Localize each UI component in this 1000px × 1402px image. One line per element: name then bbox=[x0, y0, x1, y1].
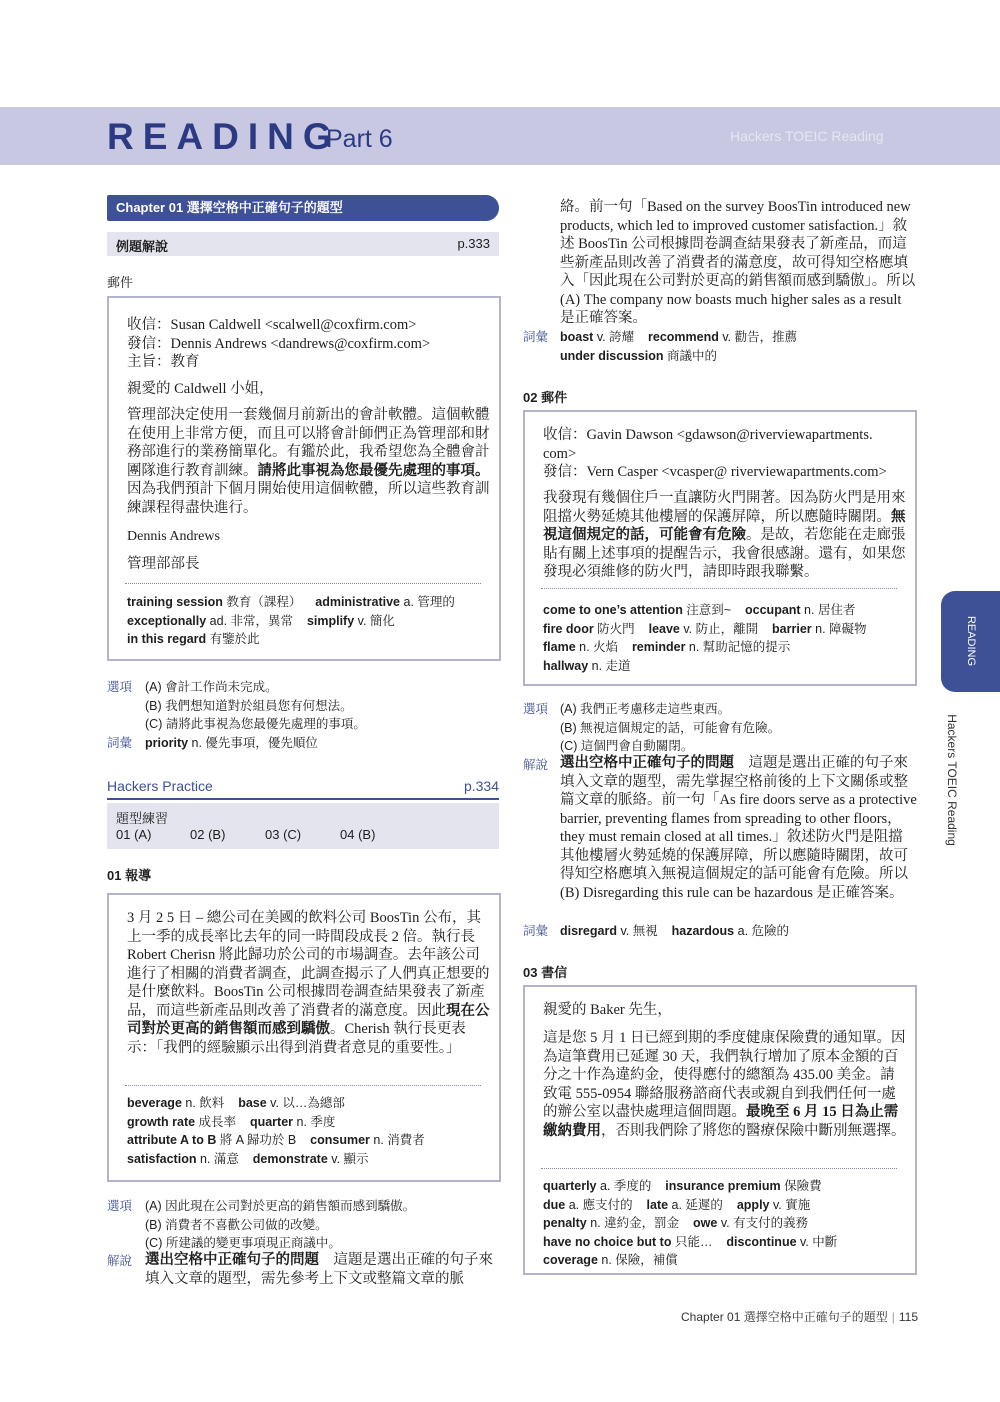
brand-watermark: Hackers TOEIC Reading bbox=[730, 128, 884, 144]
divider bbox=[541, 588, 897, 589]
option-c: (C) 所建議的變更事項現正商議中。 bbox=[145, 1236, 341, 1250]
q02-to-line-2: com> bbox=[543, 445, 577, 462]
side-vertical-brand: Hackers TOEIC Reading bbox=[945, 714, 959, 846]
footer-separator: | bbox=[891, 1310, 895, 1324]
q02-explanation: 選出空格中正確句子的問題 這題是選出正確的句子來填入文章的題型，需先掌握空格前後的上下文關係或整篇文章的脈絡。前一句「As fire doors serve as a protective barrier, preventing flames from spreading to other floors，they must remain closed at all times.」敘述防火門是阻擋其他樓層火勢延燒的保護屏障，所以應隨時關閉，故可得知空格應填入無視這個規定的話可能會有危險。所以 (B) Disregarding this rule can be hazardous 是正確答案。 bbox=[560, 755, 917, 901]
example-label: 例題解說 bbox=[116, 239, 169, 254]
q02-headers bbox=[543, 426, 909, 482]
practice-title: Hackers Practice bbox=[107, 778, 213, 794]
q01-options bbox=[145, 1197, 415, 1253]
q01-heading: 01 報導 bbox=[107, 868, 152, 883]
q01-vocab2-label: 詞彙 bbox=[523, 330, 549, 344]
vocab-row: flame n. 火焰 reminder n. 幫助記憶的提示 bbox=[543, 640, 791, 654]
q02-from: 發信：Vern Casper <vcasper@ riverviewapartments.com> bbox=[543, 464, 887, 480]
q01-expl-label: 解說 bbox=[107, 1254, 133, 1268]
example-page: p.333 bbox=[457, 236, 490, 251]
answer-04: 04 (B) bbox=[340, 827, 376, 842]
option-a: (A) 因此現在公司對於更高的銷售額而感到驕傲。 bbox=[145, 1199, 416, 1213]
page-footer bbox=[681, 1308, 918, 1325]
email-1-greeting: 親愛的 Caldwell 小姐， bbox=[127, 381, 274, 397]
vocab-row: penalty n. 違約金，罰金 owe v. 有支付的義務 bbox=[543, 1216, 809, 1230]
option-b: (B) 我們想知道對於組員您有何想法。 bbox=[145, 698, 353, 713]
q01-explanation-part1: 選出空格中正確句子的問題 這題是選出正確的句子來填入文章的題型，需先參考上下文或整篇文章的脈 bbox=[145, 1252, 493, 1287]
answer-01: 01 (A) bbox=[116, 827, 152, 842]
q01-options-label: 選項 bbox=[107, 1199, 133, 1213]
answer-02: 02 (B) bbox=[190, 827, 226, 842]
vocab-1-label: 詞彙 bbox=[107, 736, 133, 750]
vocab-row: boast v. 誇耀 recommend v. 勸告，推薦 bbox=[560, 330, 798, 344]
vocab-row: disregard v. 無視 hazardous a. 危險的 bbox=[560, 924, 790, 938]
q03-bold: 最晚至 6 月 15 日為止需繳納費用 bbox=[543, 1104, 899, 1139]
vocab-row: training session 教育（課程） administrative a. 管理的 bbox=[127, 595, 455, 609]
email-1-body-bold: 請將此事視為您最優先處理的事項。 bbox=[257, 462, 490, 479]
practice-header bbox=[107, 778, 499, 800]
chapter-pill: Chapter 01 選擇空格中正確句子的題型 bbox=[107, 195, 499, 221]
email-1-from: 發信：Dennis Andrews <dandrews@coxfirm.com> bbox=[127, 335, 431, 352]
option-a: (A) 我們正考慮移走這些東西。 bbox=[560, 702, 731, 716]
q02-email-box bbox=[523, 410, 917, 686]
email-1-sign-title: 管理部部長 bbox=[127, 556, 200, 572]
vocab-row: exceptionally ad. 非常，異常 simplify v. 簡化 bbox=[127, 613, 395, 628]
email-1-to: 收信：Susan Caldwell <scalwell@coxfirm.com> bbox=[127, 317, 417, 333]
email-1-vocab bbox=[127, 593, 493, 649]
option-c: (C) 請將此事視為您最優先處理的事項。 bbox=[145, 717, 366, 731]
option-b: (B) 消費者不喜歡公司做的改變。 bbox=[145, 1217, 328, 1232]
q02-options-label: 選項 bbox=[523, 702, 549, 716]
q02-vocab2 bbox=[560, 922, 789, 941]
side-tab-label: READING bbox=[965, 615, 977, 667]
email-1-subject: 主旨：教育 bbox=[127, 354, 200, 370]
vocab-row: satisfaction n. 滿意 demonstrate v. 顯示 bbox=[127, 1151, 369, 1166]
vocab-row: growth rate 成長率 quarter n. 季度 bbox=[127, 1114, 336, 1129]
vocab-row: under discussion 商議中的 bbox=[560, 348, 717, 363]
q02-to-line-1: 收信：Gavin Dawson <gdawson@riverviewapartments. bbox=[543, 427, 873, 443]
q01-article-box bbox=[107, 893, 501, 1182]
email-1-sign-name: Dennis Andrews bbox=[127, 529, 220, 544]
side-tab-reading bbox=[941, 591, 1000, 692]
vocab-row: come to one’s attention 注意到~ occupant n. 居住者 bbox=[543, 603, 856, 617]
q01-explanation-part2: 絡。前一句「Based on the survey BoosTin introduced new products, which led to improved customer satisfaction.」敘述 BoosTin 公司根據問卷調查結果發表了新產品，而這些新產品則改善了消費者的滿意度，故可得知空格應填入「因此現在公司對於更高的銷售額而感到驕傲」。所以 (A) The company now boasts much higher sales as a result 是正確答案。 bbox=[560, 199, 916, 326]
q01-bold: 現在公司對於更高的銷售額而感到驕傲 bbox=[127, 1002, 490, 1037]
q02-options bbox=[560, 700, 780, 756]
vocab-row: hallway n. 走道 bbox=[543, 658, 631, 673]
q03-body: 這是您 5 月 1 日已經到期的季度健康保險費的通知單。因為這筆費用已延遲 30 天，我們執行增加了原本金額的百分之十作為違約金，使得應付的總額為 435.00 美金。請致電 555-0954 聯絡服務諮商代表或親自到我們任何一處的辦公室以盡快處理這個問題。最晚至 6 月 15 日為止需繳納費用，否則我們除了將您的醫療保險中斷別無選擇。 bbox=[543, 1030, 906, 1139]
option-a: (A) 會計工作尚未完成。 bbox=[145, 680, 278, 694]
q02-expl-label: 解說 bbox=[523, 758, 549, 772]
q03-vocab bbox=[543, 1177, 909, 1270]
divider bbox=[125, 1085, 481, 1086]
q03-heading: 03 書信 bbox=[523, 965, 568, 980]
vocab-row: beverage n. 飲料 base v. 以…為總部 bbox=[127, 1096, 345, 1110]
q03-letter-box bbox=[523, 985, 917, 1275]
email-1-headers bbox=[127, 316, 487, 372]
q02-heading: 02 郵件 bbox=[523, 390, 568, 405]
options-1-label: 選項 bbox=[107, 680, 133, 694]
q02-vocab2-label: 詞彙 bbox=[523, 924, 549, 938]
vocab-row: in this regard 有鑒於此 bbox=[127, 632, 260, 646]
example-type: 郵件 bbox=[107, 275, 134, 290]
email-box-1 bbox=[107, 296, 501, 661]
practice-answers-panel bbox=[107, 803, 499, 849]
option-b: (B) 無視這個規定的話，可能會有危險。 bbox=[560, 720, 781, 735]
q02-body: 我發現有幾個住戶一直讓防火門開著。因為防火門是用來阻擋火勢延燒其他樓層的保護屏障，所以應隨時關閉。無視這個規定的話，可能會有危險。是故，若您能在走廊張貼有關上述事項的提醒告示，我會很感謝。還有，如果您發現必須維修的防火門，請即時跟我聯繫。 bbox=[543, 490, 906, 580]
vocab-row: attribute A to B 將 A 歸功於 B consumer n. 消費者 bbox=[127, 1133, 425, 1147]
email-1-body: 管理部決定使用一套幾個月前新出的會計軟體。這個軟體在使用上非常方便，而且可以將會計師們正為管理部和財務部進行的業務簡單化。有鑑於此，我希望您為全體會計團隊進行教育訓練。請將此事視為您最優先處理的事項。因為我們預計下個月開始使用這個軟體，所以這些教育訓練課程得盡快進行。 bbox=[127, 407, 490, 516]
example-bar bbox=[107, 232, 499, 256]
practice-page: p.334 bbox=[463, 778, 499, 794]
vocab-row: due a. 應支付的 late a. 延遲的 apply v. 實施 bbox=[543, 1197, 811, 1212]
practice-type-label: 題型練習 bbox=[116, 811, 169, 826]
vocab-row: have no choice but to 只能… discontinue v. 中斷 bbox=[543, 1234, 838, 1249]
q01-vocab2 bbox=[560, 328, 797, 365]
q02-bold: 無視這個規定的話，可能會有危險 bbox=[543, 508, 906, 543]
section-title: READING bbox=[107, 116, 341, 157]
part-title: Part 6 bbox=[326, 125, 393, 153]
page-number: 115 bbox=[898, 1310, 918, 1324]
vocab-row: fire door 防火門 leave v. 防止，離開 barrier n. 障礙物 bbox=[543, 621, 867, 636]
answer-03: 03 (C) bbox=[265, 827, 302, 842]
divider bbox=[541, 1168, 897, 1169]
q02-vocab bbox=[543, 601, 909, 675]
option-c: (C) 這個門會自動關閉。 bbox=[560, 739, 694, 753]
vocab-row: coverage n. 保險，補償 bbox=[543, 1253, 678, 1267]
divider bbox=[125, 583, 481, 584]
q01-vocab bbox=[127, 1094, 493, 1168]
options-1 bbox=[145, 678, 366, 734]
vocab-1: priority n. 優先事項，優先順位 bbox=[145, 736, 318, 750]
q03-greeting: 親愛的 Baker 先生， bbox=[543, 1002, 672, 1018]
q01-article-body: 3 月 2 5 日 – 總公司在美國的飲料公司 BoosTin 公布，其上一季的成長率比去年的同一時間段成長 2 倍。執行長 Robert Cherisn 將此歸功於公司的市場調查。去年該公司進行了相關的消費者調查，此調查揭示了人們真正想要的是什麼飲料。BoosTin 公司根據問卷調查結果發表了新產品，而這些新產品則改善了消費者的滿意度。因此現在公司對於更高的銷售額而感到驕傲。Cherish 執行長更表示：「我們的經驗顯示出得到消費者意見的重要性。」 bbox=[127, 910, 490, 1056]
vocab-row: quarterly a. 季度的 insurance premium 保險費 bbox=[543, 1179, 822, 1193]
footer-chapter: Chapter 01 選擇空格中正確句子的題型 bbox=[681, 1310, 888, 1324]
